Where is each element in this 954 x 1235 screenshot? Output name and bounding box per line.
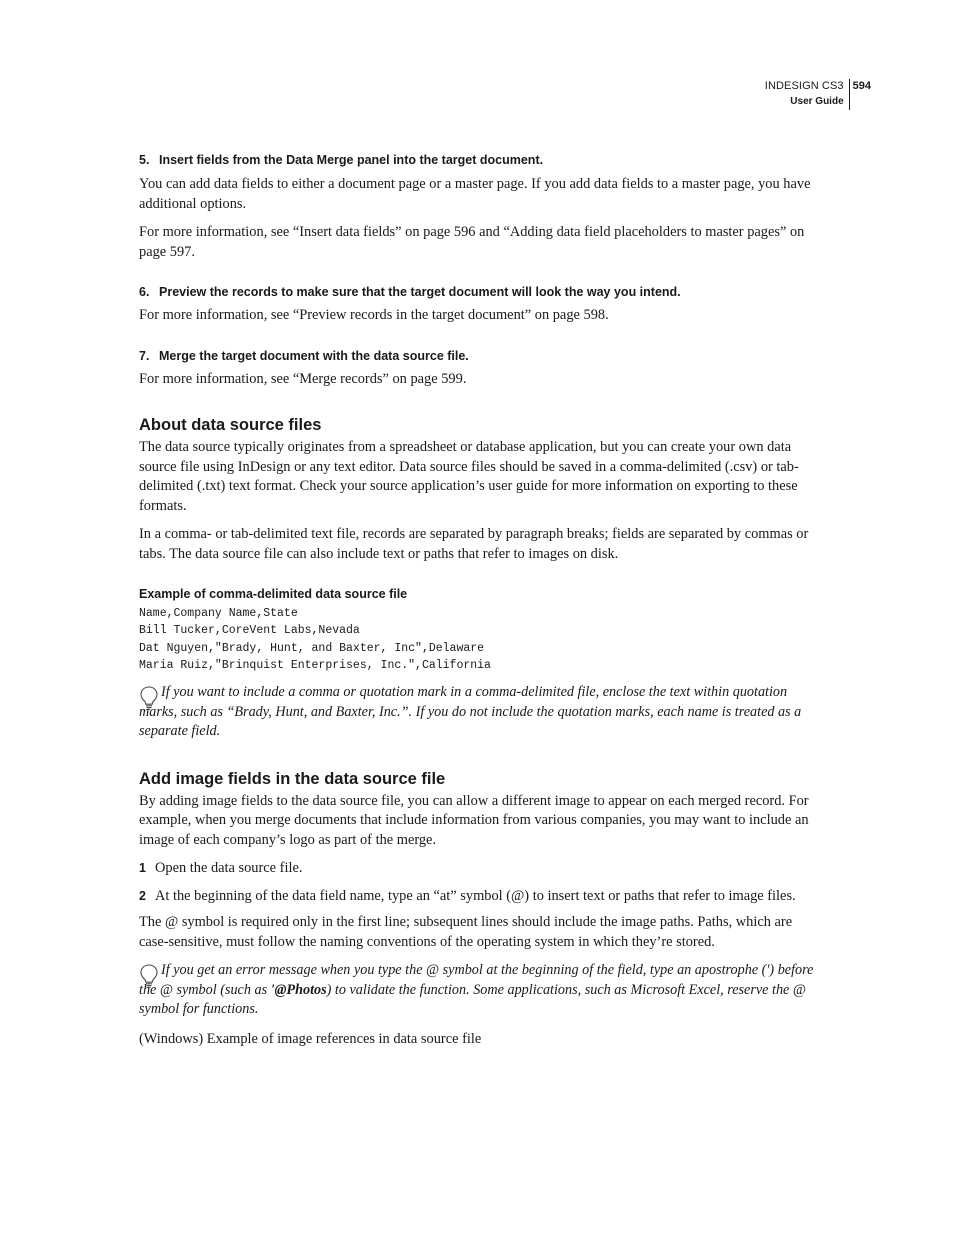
list-number: 1 [139,861,146,876]
page-number: 594 [852,80,871,92]
list-text: Open the data source file. [155,860,303,877]
code-line: Dat Nguyen,"Brady, Hunt, and Baxter, Inc",Delaware [139,641,485,655]
about-data-source-heading: About data source files [139,416,322,434]
windows-example-caption: (Windows) Example of image references in data source file [139,1030,482,1047]
code-line: Bill Tucker,CoreVent Labs,Nevada [139,624,360,638]
step-text: Insert fields from the Data Merge panel into the target document. [159,153,544,167]
page-content [139,148,815,1049]
step-6 [139,282,815,302]
image-paragraph-2: The @ symbol is required only in the first line; subsequent lines should include the image paths. Paths, which are case-sensitive, must follow the naming conventions of the operating system in which they’re stored. [139,914,793,950]
add-image-fields-heading: Add image fields in the data source file [139,769,446,788]
step-number: 6. [139,285,150,299]
about-paragraph-2: In a comma- or tab-delimited text file, records are separated by paragraph breaks; fields are separated by commas or tabs. The data source file can also include text or paths that refer to images on disk. [139,526,809,562]
tip-error-message [139,961,815,1020]
image-paragraph-1: By adding image fields to the data source file, you can allow a different image to appear on each merged record. For example, when you merge documents that include information from various companies, you may want to include an image of each company’s logo as part of the merge. [139,792,809,848]
step-6-paragraph: For more information, see “Preview records in the target document” on page 598. [139,307,609,323]
example-code-block [139,605,815,674]
product-name: INDESIGN CS3 [764,80,844,92]
page-header [765,79,871,110]
tip-text-bold: '@Photos [270,981,327,998]
step-5-paragraph-2: For more information, see “Insert data fields” on page 596 and “Adding data field placeholders to master pages” on page 597. [139,224,805,260]
tip-text-before: If you get an error message when you type the @ symbol at the beginning of the field, type an apostrophe (') before the @ symbol (such as [139,962,814,998]
about-paragraph-1: The data source typically originates from a spreadsheet or database application, but you can create your own data source file using InDesign or any text editor. Data source files should be saved in a comma-delimited (.csv) or tab-delimited (.txt) text format. Check your source application’s user guide for more information on exporting to these formats. [139,439,799,514]
step-number: 5. [139,153,150,167]
guide-name: User Guide [790,96,844,107]
step-5-paragraph-1: You can add data fields to either a document page or a master page. If you add data fields to a master page, you have additional options. [139,176,811,212]
list-text: At the beginning of the data field name, type an “at” symbol (@) to insert text or paths that refer to image files. [155,887,796,904]
code-line: Name,Company Name,State [139,607,298,620]
list-item-1 [139,859,815,879]
header-titles [765,79,850,110]
example-heading: Example of comma-delimited data source file [139,587,408,601]
tip-text: If you want to include a comma or quotation mark in a comma-delimited file, enclose the text within quotation marks, such as “Brady, Hunt, and Baxter, Inc.”. If you do not include the quotation marks, each name is treated as a separate field. [139,684,802,740]
tip-text-after: ) to validate the function. Some applications, such as Microsoft Excel, reserve the @ symbol for functions. [139,981,806,1018]
step-number: 7. [139,348,150,363]
step-text: Preview the records to make sure that the target document will look the way you intend. [159,285,681,299]
step-7-paragraph: For more information, see “Merge records” on page 599. [139,370,467,387]
lightbulb-icon [139,685,159,711]
step-7 [139,346,815,366]
tip-comma-quotation [139,683,815,742]
step-text: Merge the target document with the data source file. [159,348,469,363]
list-number: 2 [139,888,146,903]
step-5 [139,150,815,170]
list-item-2 [139,887,815,907]
lightbulb-icon [139,963,159,989]
code-line: Maria Ruiz,"Brinquist Enterprises, Inc.",California [139,658,491,672]
